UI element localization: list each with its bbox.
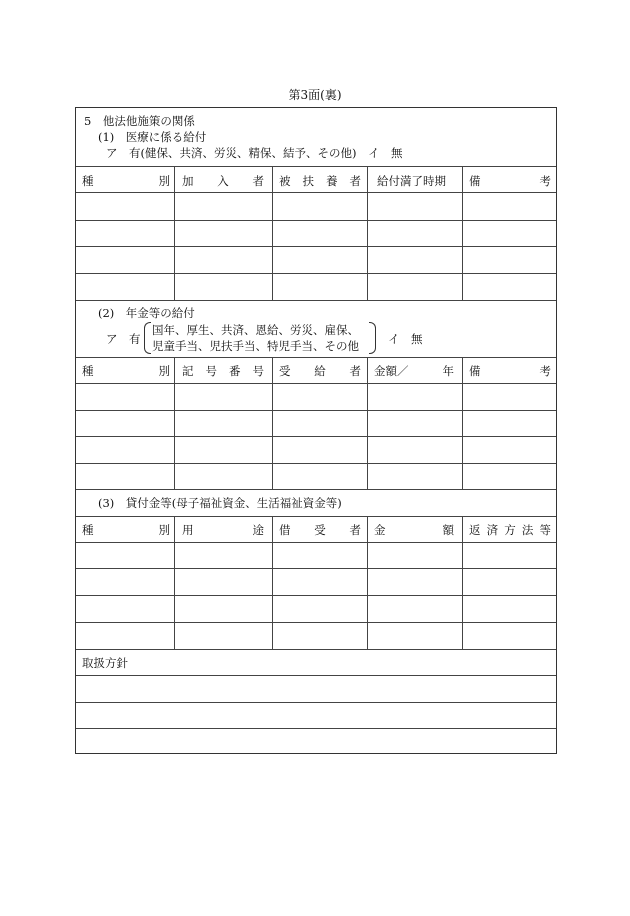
header-repayment: 返 済 方 法 等 <box>469 523 551 537</box>
header-recipient: 受 給 者 <box>279 364 361 378</box>
medical-benefits-options: ア 有(健保、共済、労災、精保、結予、その他) イ 無 <box>106 146 403 160</box>
bracket-right <box>369 322 376 354</box>
header-code-number: 記 号 番 号 <box>182 364 264 378</box>
header-dependent: 被 扶 養 者 <box>279 174 361 188</box>
header-benefit-end: 給付満了時期 <box>377 174 446 188</box>
header-purpose: 用 途 <box>182 523 264 537</box>
header-remarks: 備 考 <box>469 364 551 378</box>
section-title: 5 他法他施策の関係 <box>84 114 195 128</box>
pension-types-line2: 児童手当、児扶手当、特児手当、その他 <box>152 339 359 353</box>
loans-title: (3) 貸付金等(母子福祉資金、生活福祉資金等) <box>98 496 342 510</box>
header-type: 種 別 <box>82 364 170 378</box>
pension-option-yes: ア 有 <box>106 332 141 346</box>
header-member: 加 入 者 <box>182 174 264 188</box>
header-amount-year: 金額／ 年 <box>374 364 454 378</box>
header-borrower: 借 受 者 <box>279 523 361 537</box>
header-type: 種 別 <box>82 523 170 537</box>
pension-option-no: イ 無 <box>388 332 423 346</box>
header-type: 種 別 <box>82 174 170 188</box>
pension-benefits-title: (2) 年金等の給付 <box>98 306 195 320</box>
medical-benefits-title: (1) 医療に係る給付 <box>98 130 207 144</box>
header-amount: 金 額 <box>374 523 454 537</box>
page-title: 第3面(裏) <box>288 88 342 102</box>
policy-label: 取扱方針 <box>82 656 128 670</box>
pension-types-line1: 国年、厚生、共済、恩給、労災、雇保、 <box>152 323 359 337</box>
form-table <box>75 107 557 754</box>
bracket-left <box>144 322 151 354</box>
header-remarks: 備 考 <box>469 174 551 188</box>
